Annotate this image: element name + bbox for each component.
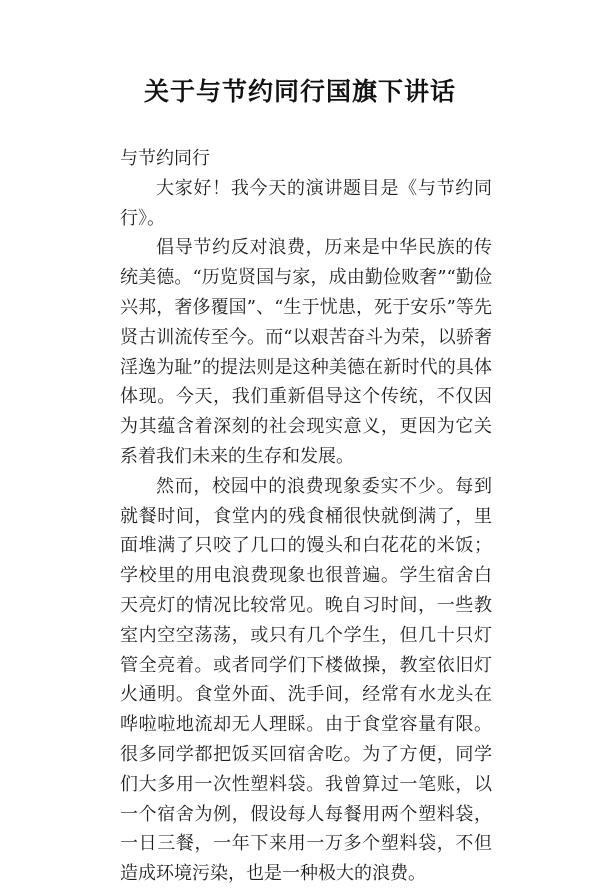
paragraph-greeting: 大家好！我今天的演讲题目是《与节约同行》。 — [120, 177, 492, 229]
paragraph-waste: 然而，校园中的浪费现象委实不少。每到就餐时间，食堂内的残食桶很快就倒满了，里面堆满了只咬了几口的馒头和白花花的米饭；学校里的用电浪费现象也很普遍。学生宿舍白天亮灯的情况比较常见。晚自习时间，一些教室内空空荡荡，或只有几个学生，但几十只灯管全亮着。或者同学们下楼做操，教室依旧灯火通明。食堂外面、洗手间，经常有水龙头在哗啦啦地流却无人理睬。由于食堂容量有限。很多同学都把饭买回宿舍吃。为了方便，同学们大多用一次性塑料袋。我曾算过一笔账，以一个宿舍为例，假设每人每餐用两个塑料袋，一日三餐，一年下来用一万多个塑料袋，不但造成环境污染，也是一种极大的浪费。 — [120, 475, 492, 885]
paragraph-tradition: 倡导节约反对浪费，历来是中华民族的传统美德。“历览贤国与家，成由勤俭败奢”“勤俭兴邦，奢侈覆国”、“生于忧患，死于安乐”等先贤古训流传至今。而“以艰苦奋斗为荣，以骄奢淫逸为耻”的提法则是这种美德在新时代的具体体现。今天，我们重新倡导这个传统，不仅因为其蕴含着深刻的社会现实意义，更因为它关系着我们未来的生存和发展。 — [120, 237, 492, 467]
document-body — [120, 144, 492, 889]
document-title: 关于与节约同行国旗下讲话 — [143, 77, 456, 106]
document-subtitle: 与节约同行 — [120, 148, 210, 169]
